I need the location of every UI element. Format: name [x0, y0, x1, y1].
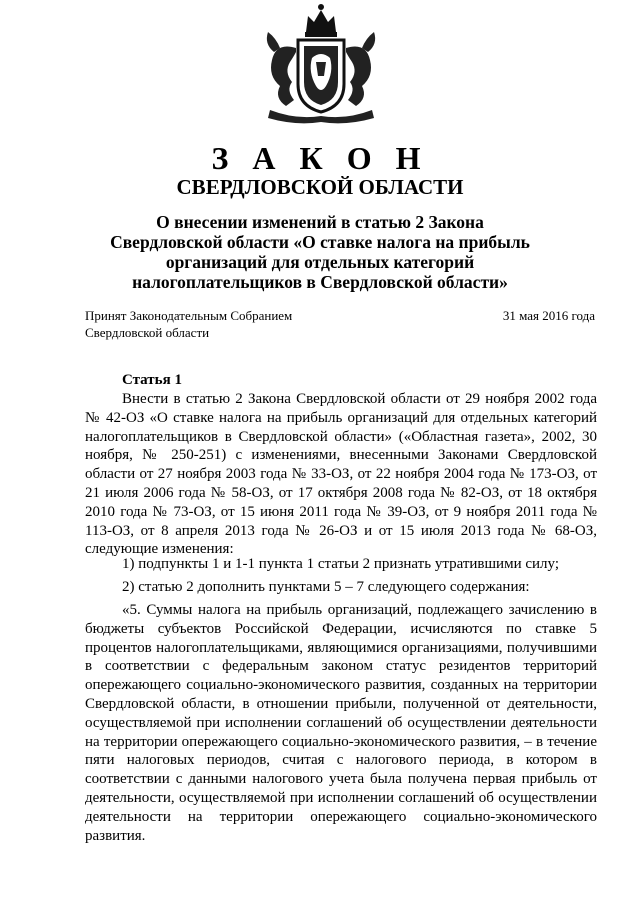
region-title: СВЕРДЛОВСКОЙ ОБЛАСТИ: [176, 175, 464, 199]
paragraph: [85, 578, 597, 597]
subject-line: организаций для отдельных категорий: [165, 252, 475, 272]
paragraph-text: 2) статью 2 дополнить пунктами 5 – 7 следующего содержания:: [122, 579, 530, 595]
law-title: З А К О Н: [211, 140, 429, 176]
adopted-line: Свердловской области: [85, 325, 210, 340]
subject-line: налогоплательщиков в Свердловской области»: [132, 272, 508, 292]
article-heading: Статья 1: [122, 372, 182, 388]
adoption-date: 31 мая 2016 года: [502, 308, 595, 323]
subject-line: Свердловской области «О ставке налога на прибыль: [110, 232, 530, 252]
paragraph-text: «5. Суммы налога на прибыль организаций, подлежащего зачислению в бюджеты субъектов Российской Федерации, исчисляются по ставке 5 процентов налогоплательщиками, являющимися организациями, получившими в соответствии с федеральным законом статус резидентов территорий опережающего социально-экономического развития, созданных на территории Свердловской области, в отношении прибыли, полученной от деятельности, осуществляемой при исполнении соглашений об осуществлении деятельности на территории опережающего социально-экономического развития, – в течение пяти налоговых периодов, считая с налогового периода, в котором в соответствии с данными налогового учета была получена первая прибыль от деятельности, осуществляемой при исполнении соглашений об осуществлении деятельности на территории опережающего социально-экономического развития.: [85, 602, 597, 844]
law-subject: [90, 212, 550, 292]
paragraph: [85, 601, 597, 845]
coat-of-arms-emblem: [246, 2, 396, 124]
adopted-line: Принят Законодательным Собранием: [85, 308, 293, 323]
paragraph: [85, 390, 597, 559]
paragraph-text: Внести в статью 2 Закона Свердловской области от 29 ноября 2002 года № 42-ОЗ «О ставке налога на прибыль организаций для отдельных категорий налогоплательщиков в Свердловской области» («Областная газета», 2002, 30 ноября, № 250-251) с изменениями, внесенными Законами Свердловской области от 27 ноября 2003 года № 33-ОЗ, от 22 ноября 2004 года № 173-ОЗ, от 21 июля 2006 года № 58-ОЗ, от 17 октября 2008 года № 82-ОЗ, от 18 октября 2010 года № 73-ОЗ, от 15 июня 2011 года № 39-ОЗ, от 9 ноября 2011 года № 113-ОЗ, от 8 апреля 2013 года № 26-ОЗ и от 15 июля 2013 года № 68-ОЗ, следующие изменения:: [85, 391, 597, 558]
subject-line: О внесении изменений в статью 2 Закона: [156, 212, 484, 232]
paragraph: [85, 555, 597, 574]
adopted-by: [85, 307, 292, 341]
paragraph-text: 1) подпункты 1 и 1-1 пункта 1 статьи 2 признать утратившими силу;: [122, 556, 559, 572]
